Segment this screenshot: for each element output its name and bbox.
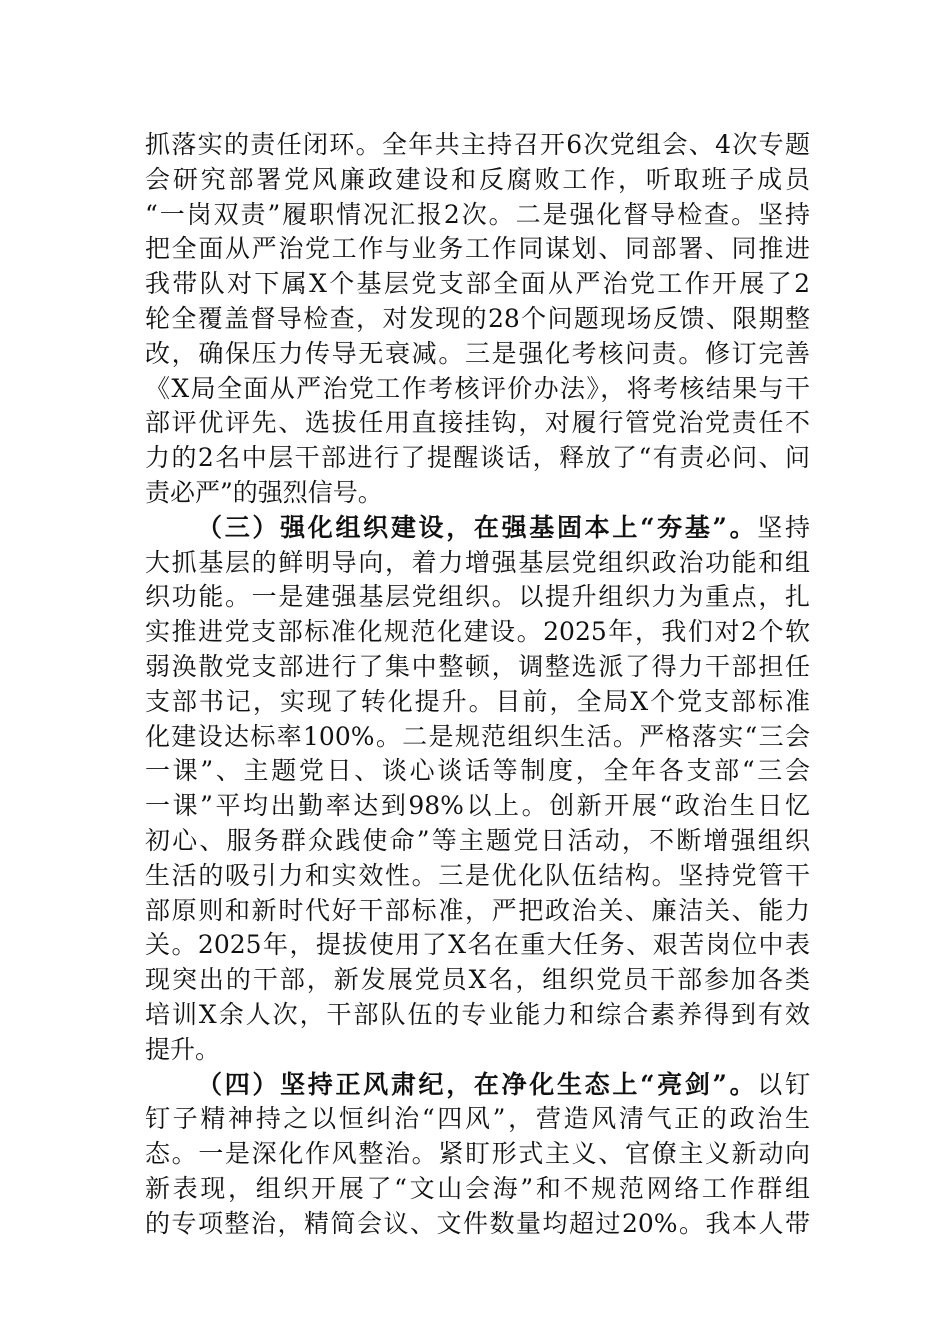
text-line: 初心、服务群众践使命”等主题党日活动，不断增强组织 — [145, 825, 810, 855]
text-line: 化建设达标率100%。二是规范组织生活。严格落实“三会 — [145, 721, 810, 751]
text-line: 一课”、主题党日、谈心谈话等制度，全年各支部“三会 — [145, 756, 810, 786]
document-page — [145, 128, 810, 1242]
section-heading-4: （四）坚持正风肃纪，在净化生态上“亮剑”。 — [197, 1069, 758, 1099]
paragraph-organization-building — [145, 511, 810, 1068]
text-line: 部原则和新时代好干部标准，严把政治关、廉洁关、能力 — [145, 895, 810, 925]
text-line: 织功能。一是建强基层党组织。以提升组织力为重点，扎 — [145, 582, 810, 612]
text-line: 态。一是深化作风整治。紧盯形式主义、官僚主义新动向 — [145, 1139, 810, 1169]
text-line: 力的2名中层干部进行了提醒谈话，释放了“有责必问、问 — [145, 443, 810, 473]
text-line: 的专项整治，精简会议、文件数量均超过20%。我本人带 — [145, 1208, 810, 1238]
text-line: 改，确保压力传导无衰减。三是强化考核问责。修订完善 — [145, 338, 810, 368]
text-line: 大抓基层的鲜明导向，着力增强基层党组织政治功能和组 — [145, 547, 810, 577]
text-line: 新表现，组织开展了“文山会海”和不规范网络工作群组 — [145, 1173, 810, 1203]
text-line: 《X局全面从严治党工作考核评价办法》，将考核结果与干 — [145, 373, 810, 403]
section-heading-3: （三）强化组织建设，在强基固本上“夯基”。 — [197, 512, 758, 542]
paragraph-supervision — [145, 128, 810, 511]
text-line: 我带队对下属X个基层党支部全面从严治党工作开展了2 — [145, 269, 810, 299]
text-line: 会研究部署党风廉政建设和反腐败工作，听取班子成员 — [145, 164, 810, 194]
text-line: 现突出的干部，新发展党员X名，组织党员干部参加各类 — [145, 965, 810, 995]
text-line: 部评优评先、选拔任用直接挂钩，对履行管党治党责任不 — [145, 408, 810, 438]
text-line: 轮全覆盖督导检查，对发现的28个问题现场反馈、限期整 — [145, 303, 810, 333]
text-line: 实推进党支部标准化规范化建设。2025年，我们对2个软 — [145, 617, 810, 647]
paragraph-discipline — [145, 1068, 810, 1242]
text-line: 提升。 — [145, 1034, 221, 1064]
text-line: 把全面从严治党工作与业务工作同谋划、同部署、同推进 — [145, 234, 810, 264]
text-line: 生活的吸引力和实效性。三是优化队伍结构。坚持党管干 — [145, 860, 810, 890]
text-line: 责必严”的强烈信号。 — [145, 477, 383, 507]
section-heading-line — [145, 511, 810, 546]
text-line: 一课”平均出勤率达到98%以上。创新开展“政治生日忆 — [145, 791, 810, 821]
text-line: 支部书记，实现了转化提升。目前，全局X个党支部标准 — [145, 686, 810, 716]
text-fragment: 以钉 — [757, 1069, 810, 1099]
text-line: “一岗双责”履职情况汇报2次。二是强化督导检查。坚持 — [145, 199, 810, 229]
text-line: 抓落实的责任闭环。全年共主持召开6次党组会、4次专题 — [145, 130, 810, 159]
text-line: 关。2025年，提拔使用了X名在重大任务、艰苦岗位中表 — [145, 930, 810, 960]
section-heading-line — [145, 1068, 810, 1103]
text-line: 培训X余人次，干部队伍的专业能力和综合素养得到有效 — [145, 999, 810, 1029]
text-line: 弱涣散党支部进行了集中整顿，调整选派了得力干部担任 — [145, 651, 810, 681]
text-line: 钉子精神持之以恒纠治“四风”，营造风清气正的政治生 — [145, 1104, 810, 1134]
text-fragment: 坚持 — [757, 512, 810, 542]
